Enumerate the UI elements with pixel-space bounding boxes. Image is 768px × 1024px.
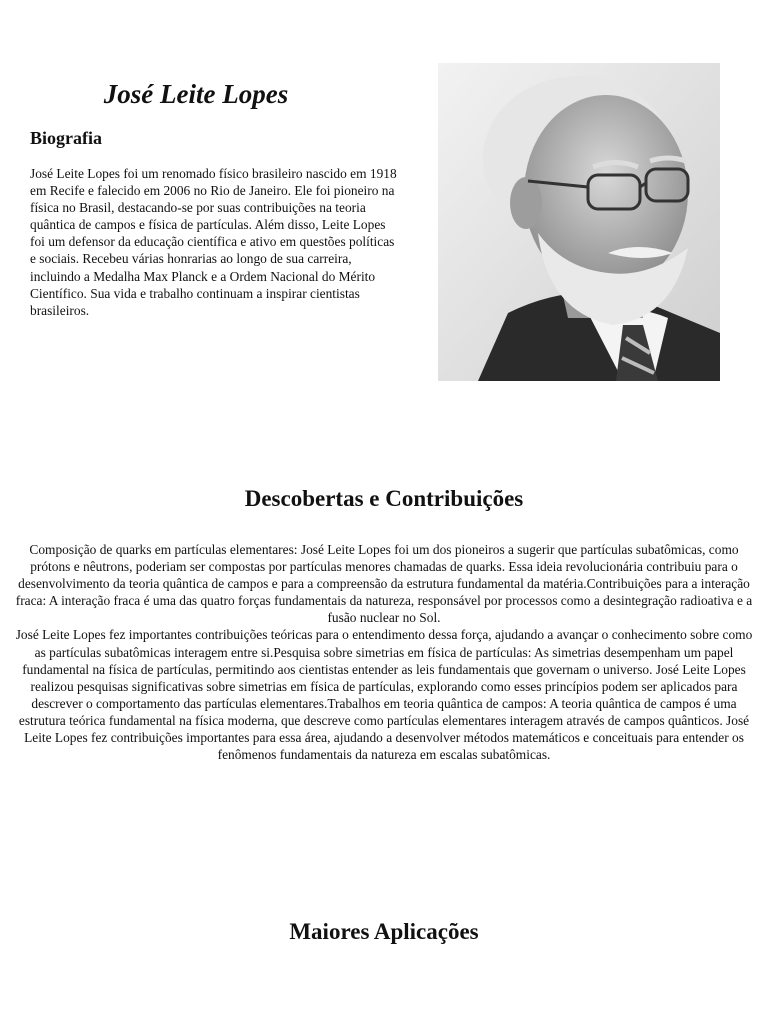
biography-heading: Biografia <box>30 128 102 148</box>
page-title: José Leite Lopes <box>103 79 289 109</box>
portrait-photo <box>438 63 720 381</box>
discoveries-paragraph: José Leite Lopes fez importantes contribuições teóricas para o entendimento dessa força, ajudando a avançar o conhecimento sobre como as partículas subatômicas interagem entre si.Pesquisa sobre simetrias em física de partículas: As simetrias desempenham um papel fundamental na física de partículas, permitindo aos cientistas entender as leis fundamentais que governam o universo. José Leite Lopes realizou pesquisas significativas sobre simetrias em física de partículas, explorando como esses princípios podem ser aplicados para descrever o comportamento das partículas elementares.Trabalhos em teoria quântica de campos: A teoria quântica de campos é uma estrutura teórica fundamental na física moderna, que descreve como partículas elementares interagem através de campos quânticos. José Leite Lopes fez contribuições importantes para essa área, ajudando a desenvolver métodos matemáticos e conceituais para entender os fenômenos fundamentais da natureza em escalas subatômicas. <box>15 627 753 763</box>
applications-heading: Maiores Aplicações <box>289 919 479 944</box>
discoveries-paragraph: Composição de quarks em partículas elementares: José Leite Lopes foi um dos pioneiros a sugerir que partículas subatômicas, como prótons e nêutrons, poderiam ser compostas por partículas menores chamadas de quarks. Essa ideia revolucionária contribuiu para o desenvolvimento da teoria quântica de campos e para a compreensão da estrutura fundamental da matéria.Contribuições para a interação fraca: A interação fraca é uma das quatro forças fundamentais da natureza, responsável por processos como a desintegração radioativa e a fusão nuclear no Sol. <box>15 542 753 626</box>
discoveries-heading: Descobertas e Contribuições <box>244 486 524 511</box>
discoveries-text <box>14 541 754 763</box>
biography-text: José Leite Lopes foi um renomado físico brasileiro nascido em 1918 em Recife e falecido em 2006 no Rio de Janeiro. Ele foi pioneiro na física no Brasil, destacando-se por suas contribuições na teoria quântica de campos e física de partículas. Além disso, Leite Lopes foi um defensor da educação científica e ativo em questões políticas e sociais. Recebeu várias honrarias ao longo de sua carreira, incluindo a Medalha Max Planck e a Ordem Nacional do Mérito Científico. Sua vida e trabalho continuam a inspirar cientistas brasileiros. <box>30 166 397 318</box>
